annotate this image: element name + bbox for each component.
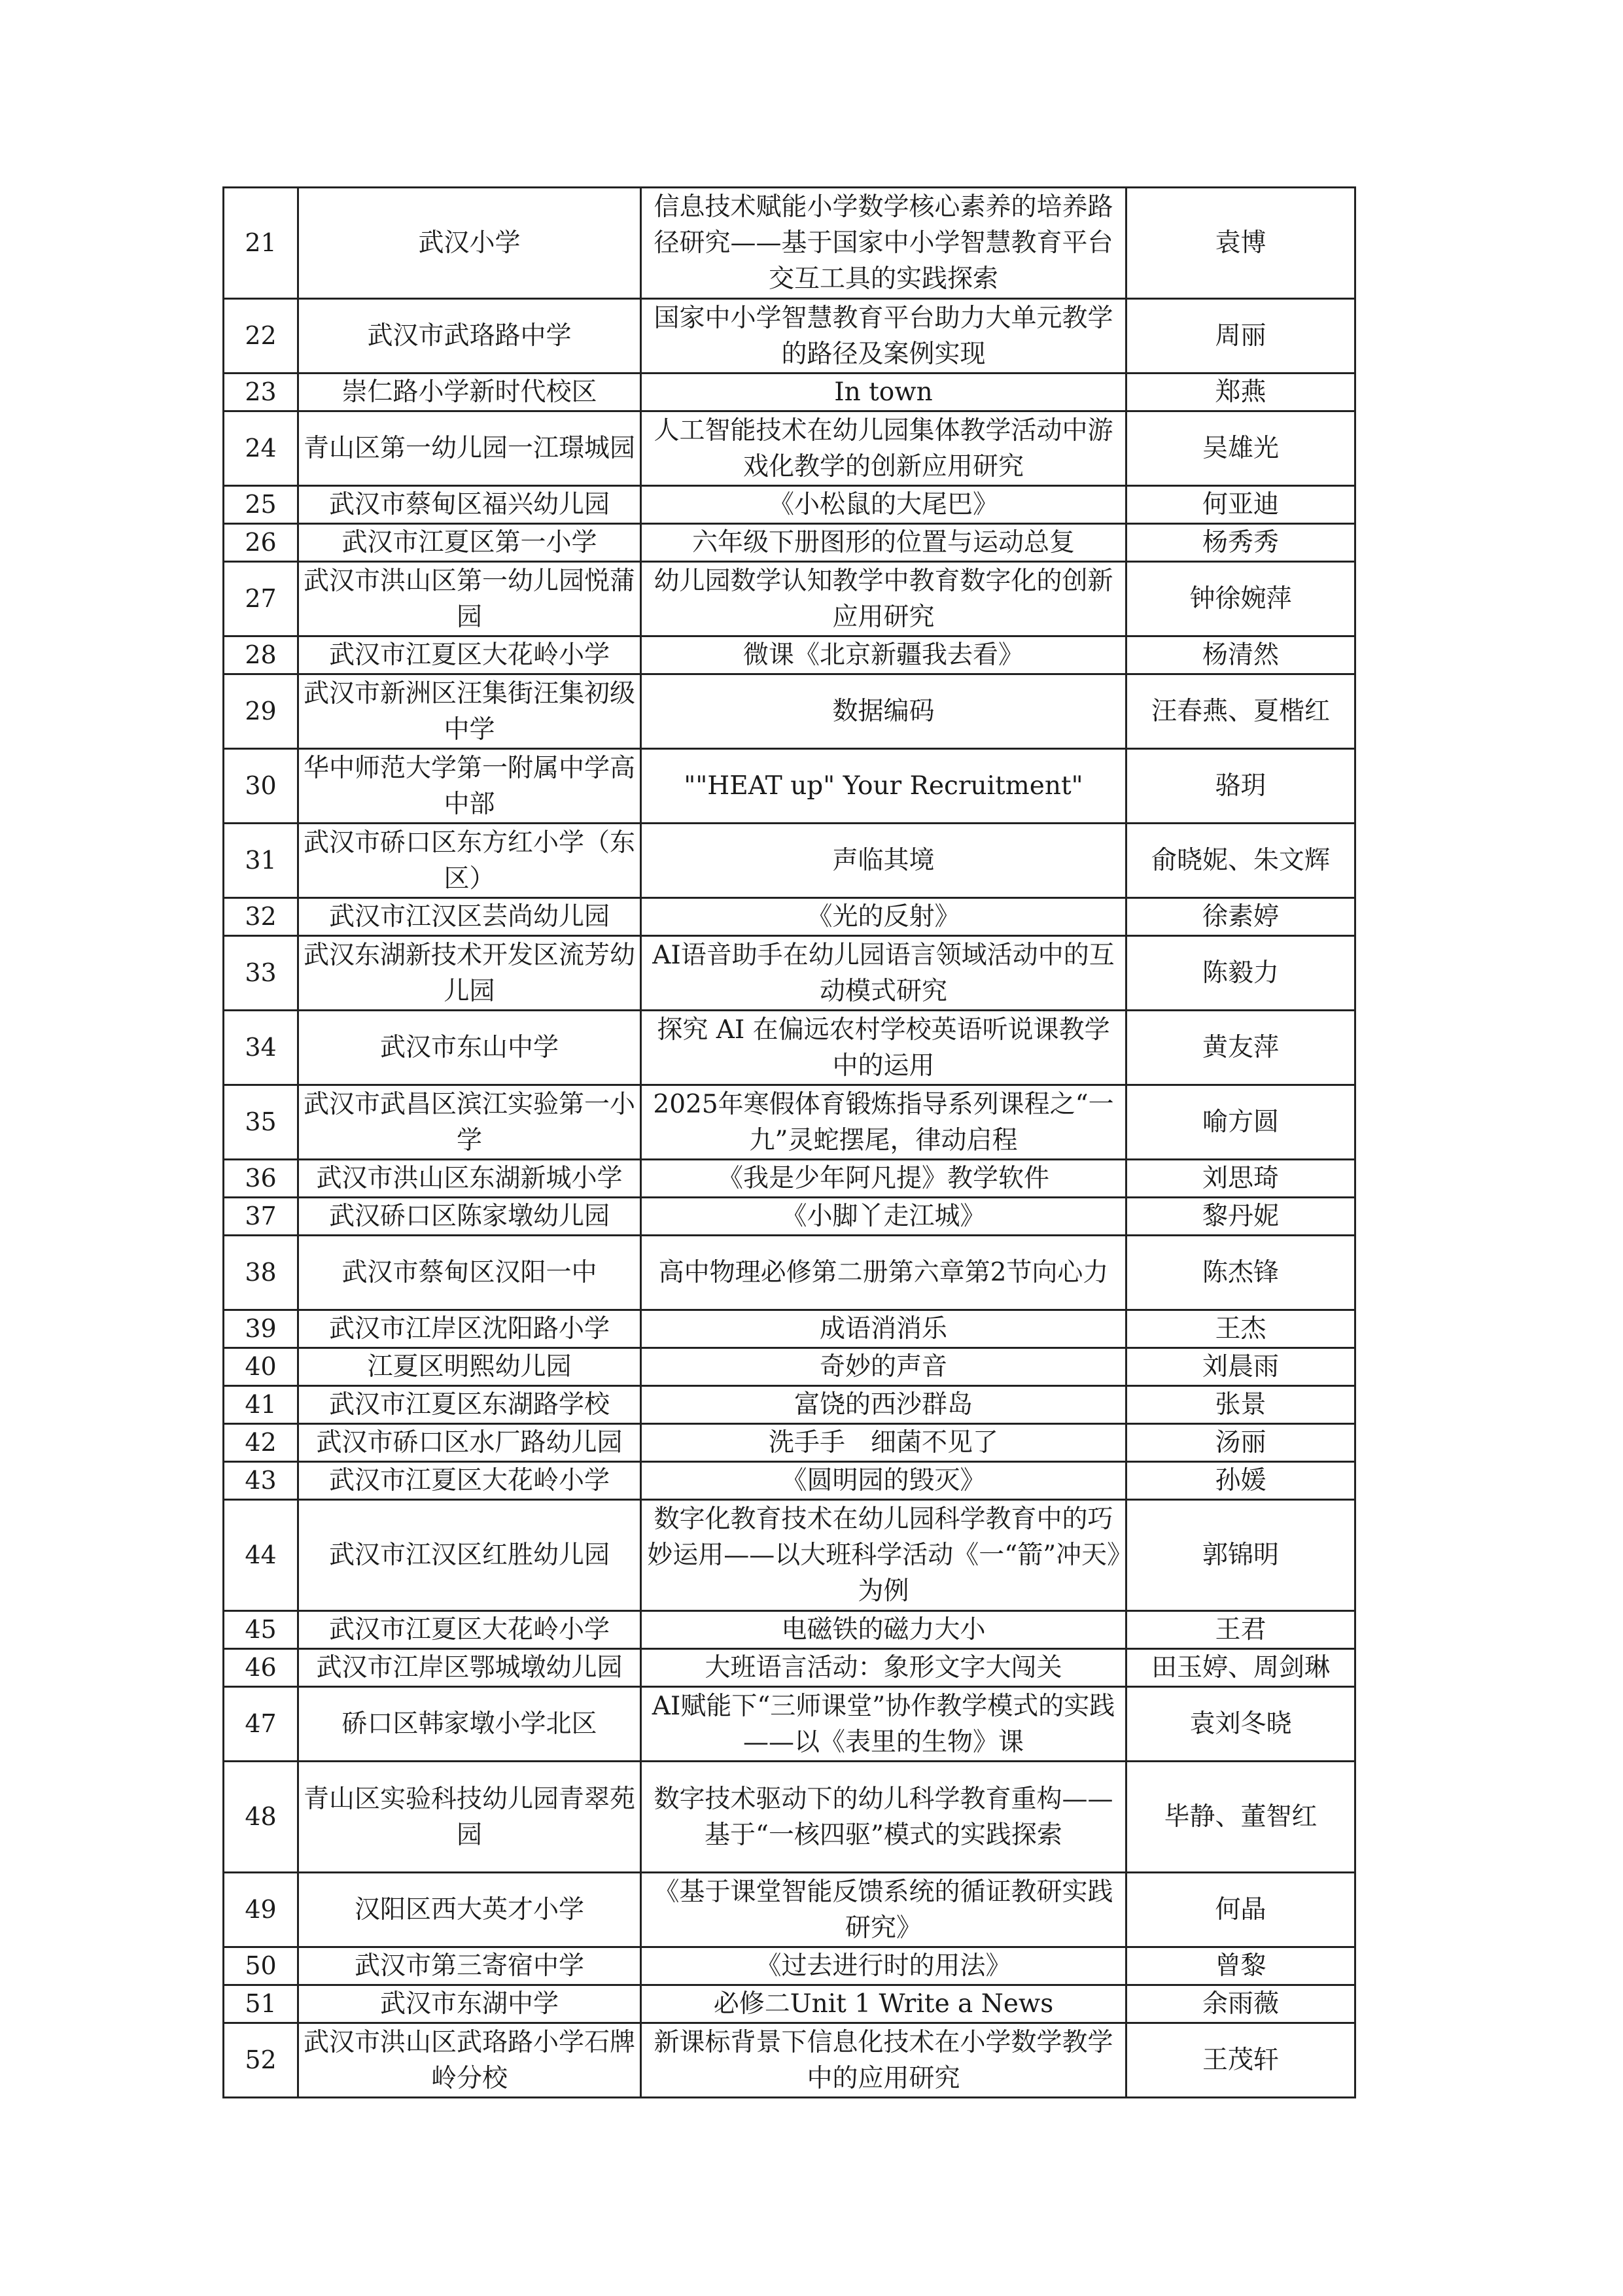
author-name: 刘晨雨 (1126, 1348, 1355, 1386)
table-row (224, 1985, 1355, 2023)
author-name: 杨清然 (1126, 636, 1355, 674)
author-name: 吴雄光 (1126, 411, 1355, 486)
row-number: 41 (224, 1386, 298, 1424)
work-title: 大班语言活动：象形文字大闯关 (641, 1649, 1126, 1687)
author-name: 俞晓妮、朱文辉 (1126, 824, 1355, 898)
school-name: 武汉市东山中学 (298, 1011, 641, 1085)
author-name: 袁刘冬晓 (1126, 1687, 1355, 1762)
table-row (224, 1611, 1355, 1649)
author-name: 王杰 (1126, 1310, 1355, 1348)
author-name: 张景 (1126, 1386, 1355, 1424)
row-number: 34 (224, 1011, 298, 1085)
work-title: 《光的反射》 (641, 898, 1126, 936)
school-name: 武汉市洪山区东湖新城小学 (298, 1160, 641, 1198)
work-title: AI语音助手在幼儿园语言领域活动中的互动模式研究 (641, 936, 1126, 1011)
author-name: 汤丽 (1126, 1424, 1355, 1462)
work-title: 微课《北京新疆我去看》 (641, 636, 1126, 674)
school-name: 武汉硚口区陈家墩幼儿园 (298, 1198, 641, 1236)
award-list-table (222, 186, 1356, 2098)
row-number: 50 (224, 1947, 298, 1985)
table-row (224, 1310, 1355, 1348)
row-number: 27 (224, 562, 298, 636)
table-row (224, 562, 1355, 636)
school-name: 武汉市江汉区红胜幼儿园 (298, 1500, 641, 1611)
author-name: 余雨薇 (1126, 1985, 1355, 2023)
school-name: 武汉市江岸区鄂城墩幼儿园 (298, 1649, 641, 1687)
work-title: 数据编码 (641, 674, 1126, 749)
row-number: 29 (224, 674, 298, 749)
author-name: 徐素婷 (1126, 898, 1355, 936)
work-title: 声临其境 (641, 824, 1126, 898)
row-number: 30 (224, 749, 298, 824)
school-name: 青山区实验科技幼儿园青翠苑园 (298, 1762, 641, 1873)
work-title: 《我是少年阿凡提》教学软件 (641, 1160, 1126, 1198)
work-title: 信息技术赋能小学数学核心素养的培养路径研究——基于国家中小学智慧教育平台交互工具的实践探索 (641, 188, 1126, 299)
table-row (224, 1424, 1355, 1462)
school-name: 武汉市武昌区滨江实验第一小学 (298, 1085, 641, 1160)
author-name: 王君 (1126, 1611, 1355, 1649)
school-name: 武汉市东湖中学 (298, 1985, 641, 2023)
row-number: 23 (224, 374, 298, 411)
school-name: 武汉市硚口区水厂路幼儿园 (298, 1424, 641, 1462)
row-number: 39 (224, 1310, 298, 1348)
work-title: In town (641, 374, 1126, 411)
table-row (224, 486, 1355, 524)
row-number: 52 (224, 2023, 298, 2098)
school-name: 武汉市江夏区第一小学 (298, 524, 641, 562)
work-title: 《基于课堂智能反馈系统的循证教研实践研究》 (641, 1873, 1126, 1947)
row-number: 42 (224, 1424, 298, 1462)
author-name: 袁博 (1126, 188, 1355, 299)
row-number: 35 (224, 1085, 298, 1160)
table-row (224, 524, 1355, 562)
row-number: 44 (224, 1500, 298, 1611)
author-name: 汪春燕、夏楷红 (1126, 674, 1355, 749)
work-title: 电磁铁的磁力大小 (641, 1611, 1126, 1649)
school-name: 武汉市江夏区大花岭小学 (298, 1462, 641, 1500)
table-row (224, 636, 1355, 674)
table-row (224, 1011, 1355, 1085)
table-row (224, 824, 1355, 898)
row-number: 38 (224, 1236, 298, 1310)
school-name: 江夏区明熙幼儿园 (298, 1348, 641, 1386)
row-number: 25 (224, 486, 298, 524)
work-title: AI赋能下“三师课堂”协作教学模式的实践——以《表里的生物》课 (641, 1687, 1126, 1762)
row-number: 36 (224, 1160, 298, 1198)
table-row (224, 1500, 1355, 1611)
table-row (224, 1085, 1355, 1160)
table-row (224, 411, 1355, 486)
table-row (224, 374, 1355, 411)
table-row (224, 299, 1355, 374)
author-name: 陈杰锋 (1126, 1236, 1355, 1310)
row-number: 48 (224, 1762, 298, 1873)
school-name: 武汉市武珞路中学 (298, 299, 641, 374)
row-number: 31 (224, 824, 298, 898)
row-number: 43 (224, 1462, 298, 1500)
table-row (224, 1236, 1355, 1310)
school-name: 武汉市江岸区沈阳路小学 (298, 1310, 641, 1348)
row-number: 24 (224, 411, 298, 486)
row-number: 21 (224, 188, 298, 299)
work-title: 国家中小学智慧教育平台助力大单元教学的路径及案例实现 (641, 299, 1126, 374)
work-title: 《小松鼠的大尾巴》 (641, 486, 1126, 524)
work-title: 2025年寒假体育锻炼指导系列课程之“一九”灵蛇摆尾，律动启程 (641, 1085, 1126, 1160)
table-row (224, 188, 1355, 299)
author-name: 黄友萍 (1126, 1011, 1355, 1085)
row-number: 46 (224, 1649, 298, 1687)
row-number: 45 (224, 1611, 298, 1649)
work-title: 成语消消乐 (641, 1310, 1126, 1348)
table-row (224, 898, 1355, 936)
work-title: 幼儿园数学认知教学中教育数字化的创新应用研究 (641, 562, 1126, 636)
school-name: 青山区第一幼儿园一江璟城园 (298, 411, 641, 486)
work-title: 新课标背景下信息化技术在小学数学教学中的应用研究 (641, 2023, 1126, 2098)
school-name: 汉阳区西大英才小学 (298, 1873, 641, 1947)
table-row (224, 1348, 1355, 1386)
school-name: 武汉市洪山区第一幼儿园悦蒲园 (298, 562, 641, 636)
table-row (224, 1687, 1355, 1762)
table-row (224, 1947, 1355, 1985)
table-row (224, 1762, 1355, 1873)
school-name: 武汉市硚口区东方红小学（东区） (298, 824, 641, 898)
work-title: 奇妙的声音 (641, 1348, 1126, 1386)
author-name: 陈毅力 (1126, 936, 1355, 1011)
author-name: 骆玥 (1126, 749, 1355, 824)
school-name: 崇仁路小学新时代校区 (298, 374, 641, 411)
school-name: 武汉市江夏区大花岭小学 (298, 636, 641, 674)
author-name: 王茂轩 (1126, 2023, 1355, 2098)
table-row (224, 1873, 1355, 1947)
school-name: 武汉市蔡甸区汉阳一中 (298, 1236, 641, 1310)
school-name: 武汉小学 (298, 188, 641, 299)
work-title: 人工智能技术在幼儿园集体教学活动中游戏化教学的创新应用研究 (641, 411, 1126, 486)
table-row (224, 1198, 1355, 1236)
work-title: 必修二Unit 1 Write a News (641, 1985, 1126, 2023)
author-name: 黎丹妮 (1126, 1198, 1355, 1236)
school-name: 硚口区韩家墩小学北区 (298, 1687, 641, 1762)
work-title: 探究 AI 在偏远农村学校英语听说课教学中的运用 (641, 1011, 1126, 1085)
author-name: 曾黎 (1126, 1947, 1355, 1985)
author-name: 喻方圆 (1126, 1085, 1355, 1160)
author-name: 杨秀秀 (1126, 524, 1355, 562)
row-number: 33 (224, 936, 298, 1011)
author-name: 毕静、董智红 (1126, 1762, 1355, 1873)
work-title: ""HEAT up" Your Recruitment" (641, 749, 1126, 824)
work-title: 《小脚丫走江城》 (641, 1198, 1126, 1236)
work-title: 六年级下册图形的位置与运动总复 (641, 524, 1126, 562)
work-title: 《过去进行时的用法》 (641, 1947, 1126, 1985)
author-name: 郑燕 (1126, 374, 1355, 411)
row-number: 40 (224, 1348, 298, 1386)
work-title: 《圆明园的毁灭》 (641, 1462, 1126, 1500)
row-number: 28 (224, 636, 298, 674)
author-name: 周丽 (1126, 299, 1355, 374)
school-name: 武汉东湖新技术开发区流芳幼儿园 (298, 936, 641, 1011)
work-title: 洗手手 细菌不见了 (641, 1424, 1126, 1462)
author-name: 孙媛 (1126, 1462, 1355, 1500)
row-number: 22 (224, 299, 298, 374)
school-name: 武汉市第三寄宿中学 (298, 1947, 641, 1985)
work-title: 高中物理必修第二册第六章第2节向心力 (641, 1236, 1126, 1310)
table-row (224, 674, 1355, 749)
author-name: 何晶 (1126, 1873, 1355, 1947)
school-name: 武汉市新洲区汪集街汪集初级中学 (298, 674, 641, 749)
table-row (224, 1386, 1355, 1424)
table-row (224, 2023, 1355, 2098)
school-name: 武汉市江夏区东湖路学校 (298, 1386, 641, 1424)
work-title: 富饶的西沙群岛 (641, 1386, 1126, 1424)
row-number: 47 (224, 1687, 298, 1762)
author-name: 刘思琦 (1126, 1160, 1355, 1198)
table-row (224, 1649, 1355, 1687)
author-name: 郭锦明 (1126, 1500, 1355, 1611)
author-name: 田玉婷、周剑琳 (1126, 1649, 1355, 1687)
school-name: 武汉市洪山区武珞路小学石牌岭分校 (298, 2023, 641, 2098)
row-number: 32 (224, 898, 298, 936)
table-body (224, 188, 1355, 2098)
work-title: 数字技术驱动下的幼儿科学教育重构——基于“一核四驱”模式的实践探索 (641, 1762, 1126, 1873)
school-name: 武汉市江汉区芸尚幼儿园 (298, 898, 641, 936)
table-row (224, 1160, 1355, 1198)
table-row (224, 1462, 1355, 1500)
row-number: 51 (224, 1985, 298, 2023)
table-row (224, 936, 1355, 1011)
row-number: 37 (224, 1198, 298, 1236)
school-name: 武汉市江夏区大花岭小学 (298, 1611, 641, 1649)
work-title: 数字化教育技术在幼儿园科学教育中的巧妙运用——以大班科学活动《一“箭”冲天》为例 (641, 1500, 1126, 1611)
school-name: 华中师范大学第一附属中学高中部 (298, 749, 641, 824)
school-name: 武汉市蔡甸区福兴幼儿园 (298, 486, 641, 524)
author-name: 钟徐婉萍 (1126, 562, 1355, 636)
author-name: 何亚迪 (1126, 486, 1355, 524)
row-number: 49 (224, 1873, 298, 1947)
table-row (224, 749, 1355, 824)
row-number: 26 (224, 524, 298, 562)
